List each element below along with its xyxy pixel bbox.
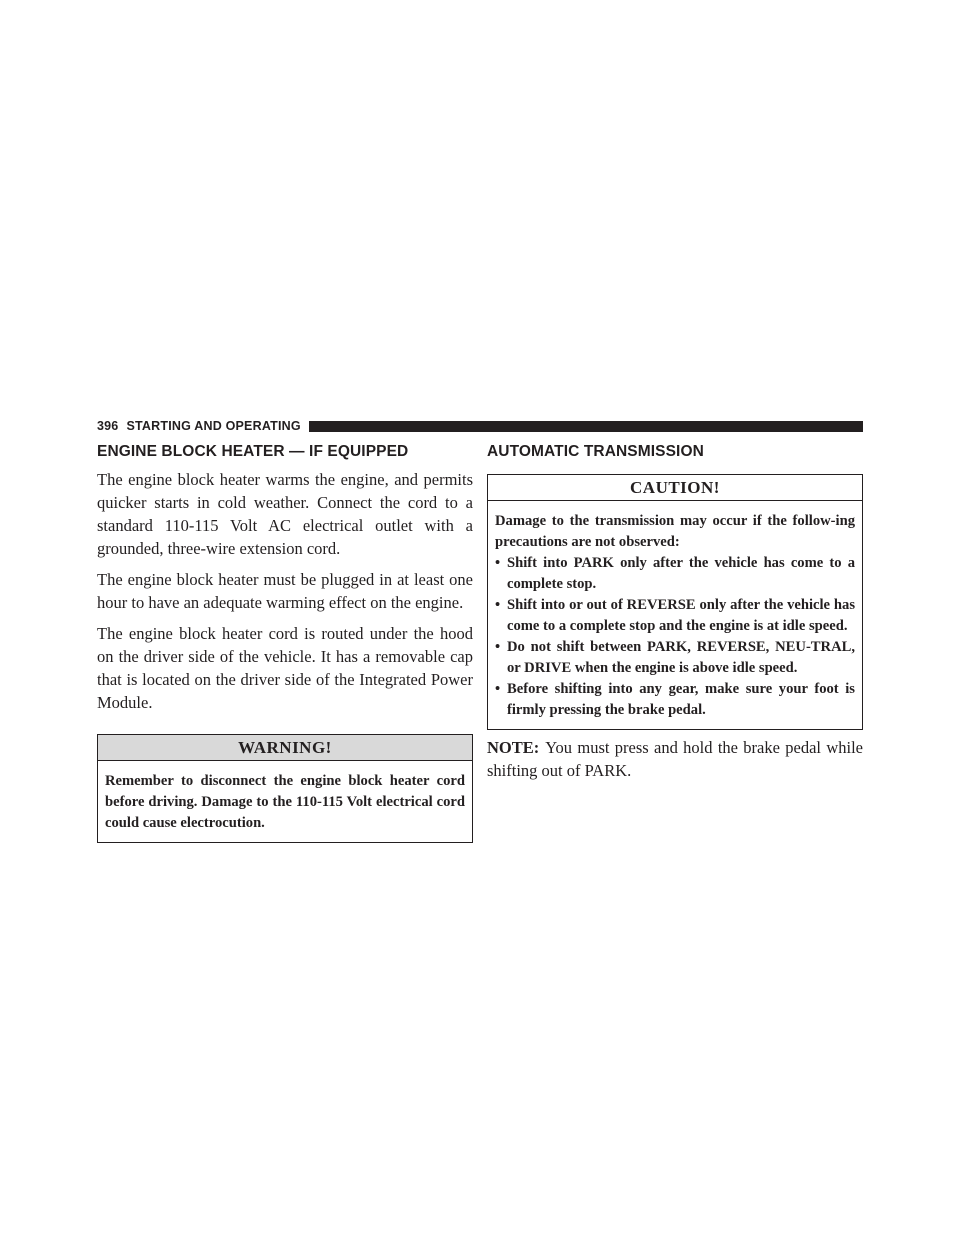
warning-box bbox=[97, 734, 473, 843]
caution-item bbox=[495, 595, 855, 637]
caution-item-text: Shift into or out of REVERSE only after the vehicle has come to a complete stop and the engine is at idle speed. bbox=[507, 597, 855, 634]
bullet-icon: • bbox=[495, 681, 501, 697]
caution-intro: Damage to the transmission may occur if the follow-ing precautions are not observed: bbox=[495, 513, 855, 550]
automatic-transmission-heading: AUTOMATIC TRANSMISSION bbox=[487, 443, 704, 460]
note-text: You must press and hold the brake pedal while shifting out of PARK. bbox=[487, 738, 863, 780]
engine-block-heater-heading: ENGINE BLOCK HEATER — IF EQUIPPED bbox=[97, 443, 409, 460]
bullet-icon: • bbox=[495, 639, 501, 655]
bullet-icon: • bbox=[495, 555, 501, 571]
left-column bbox=[97, 442, 473, 843]
bullet-icon: • bbox=[495, 597, 501, 613]
caution-box bbox=[487, 474, 863, 730]
warning-text: Remember to disconnect the engine block heater cord before driving. Damage to the 110-115 Volt electrical cord could cause electrocution. bbox=[105, 773, 465, 831]
caution-item-text: Do not shift between PARK, REVERSE, NEU-TRAL, or DRIVE when the engine is above idle speed. bbox=[507, 639, 855, 676]
note-label: NOTE: bbox=[487, 738, 540, 757]
caution-item-text: Shift into PARK only after the vehicle has come to a complete stop. bbox=[507, 555, 855, 592]
right-column bbox=[487, 442, 863, 782]
caution-item-text: Before shifting into any gear, make sure your foot is firmly pressing the brake pedal. bbox=[507, 681, 855, 718]
caution-item bbox=[495, 679, 855, 721]
heater-paragraph-1: The engine block heater warms the engine, and permits quicker starts in cold weather. Connect the cord to a standard 110-115 Volt AC electrical outlet with a grounded, three-wire extension cord. bbox=[97, 470, 473, 558]
caution-item bbox=[495, 553, 855, 595]
heater-paragraph-2: The engine block heater must be plugged in at least one hour to have an adequate warming effect on the engine. bbox=[97, 570, 473, 612]
caution-item bbox=[495, 637, 855, 679]
warning-body bbox=[98, 761, 472, 842]
section-title: STARTING AND OPERATING bbox=[126, 419, 301, 433]
caution-list bbox=[495, 553, 855, 721]
caution-title: CAUTION! bbox=[488, 475, 862, 501]
running-header bbox=[97, 419, 863, 433]
caution-body bbox=[488, 501, 862, 729]
note bbox=[487, 736, 863, 782]
header-rule bbox=[309, 421, 863, 432]
heater-paragraph-3: The engine block heater cord is routed under the hood on the driver side of the vehicle. It has a removable cap that is located on the driver side of the Integrated Power Module. bbox=[97, 624, 473, 712]
warning-title: WARNING! bbox=[98, 735, 472, 761]
page-number: 396 bbox=[97, 419, 119, 433]
